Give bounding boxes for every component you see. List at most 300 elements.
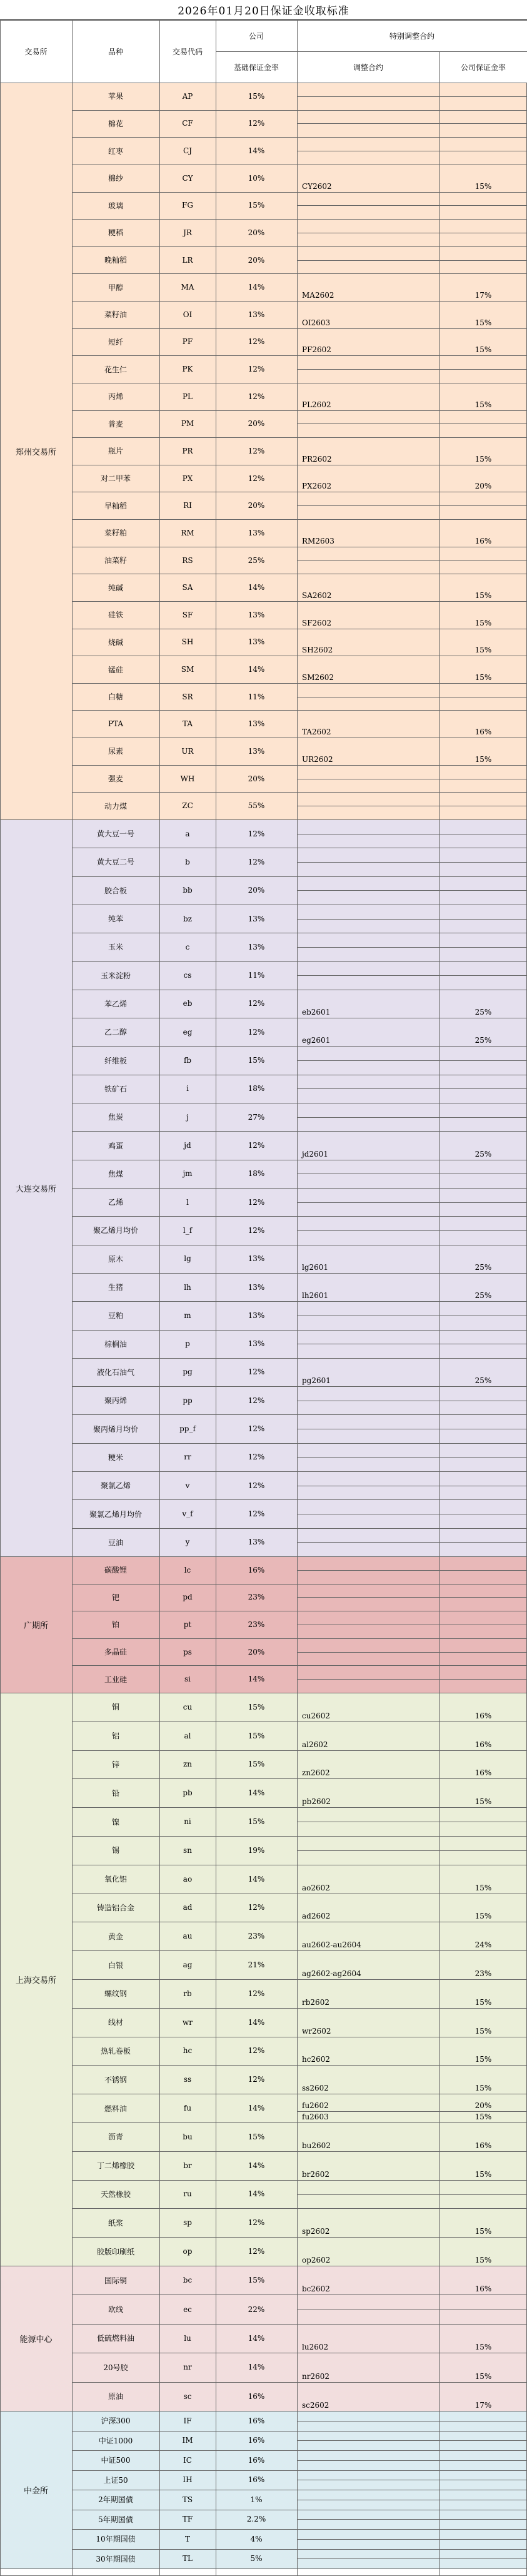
product-code: v_f xyxy=(182,1509,193,1519)
grid-line xyxy=(72,1638,527,1639)
company-margin-rate: 23% xyxy=(474,1969,492,1978)
product-code: cu xyxy=(183,1702,193,1711)
product-name: 聚丙烯 xyxy=(104,1396,127,1406)
product-code: nr xyxy=(183,2363,192,2372)
product-code: op xyxy=(183,2247,193,2256)
adjusted-contract: al2602 xyxy=(302,1740,328,1749)
base-margin-rate: 13% xyxy=(248,528,265,537)
company-margin-rate: 15% xyxy=(474,618,492,627)
base-margin-rate: 12% xyxy=(248,392,265,401)
base-margin-rate: 15% xyxy=(248,91,265,101)
base-margin-rate: 12% xyxy=(248,1396,265,1405)
product-code: T xyxy=(184,2534,190,2543)
grid-line xyxy=(72,301,527,302)
base-margin-rate: 14% xyxy=(248,283,265,292)
adjusted-contract: pg2601 xyxy=(302,1376,331,1386)
header-code: 交易代码 xyxy=(172,47,203,56)
product-code: eg xyxy=(183,1027,193,1037)
product-name: 丙烯 xyxy=(108,392,123,402)
adjusted-contract: hc2602 xyxy=(302,2055,330,2064)
product-code: wr xyxy=(182,2017,193,2027)
product-code: TA xyxy=(182,719,193,729)
product-name: 中证500 xyxy=(101,2456,131,2465)
product-name: 短纤 xyxy=(108,337,123,347)
base-margin-rate: 25% xyxy=(248,555,265,565)
grid-line xyxy=(159,20,160,83)
company-margin-rate: 15% xyxy=(474,2256,492,2264)
product-name: 中证1000 xyxy=(98,2436,133,2445)
grid-line xyxy=(72,1665,527,1666)
grid-line xyxy=(297,560,527,561)
grid-line xyxy=(297,1457,527,1458)
product-code: sp xyxy=(183,2218,192,2228)
product-name: 烧碱 xyxy=(108,637,123,647)
company-margin-rate: 15% xyxy=(474,672,492,682)
product-code: SH xyxy=(181,637,194,647)
exchange-name: 中金所 xyxy=(23,2486,48,2496)
grid-line xyxy=(72,2549,527,2550)
product-name: 锌 xyxy=(111,1760,119,1769)
grid-line xyxy=(72,2065,527,2066)
product-code: SM xyxy=(181,665,194,674)
adjusted-contract: lu2602 xyxy=(302,2343,329,2352)
grid-line xyxy=(0,83,1,2576)
base-margin-rate: 14% xyxy=(248,1874,265,1884)
company-margin-rate: 16% xyxy=(474,1768,492,1778)
product-code: y xyxy=(185,1538,190,1547)
product-name: 花生仁 xyxy=(104,365,127,374)
base-margin-rate: 16% xyxy=(248,2416,265,2425)
product-code: lg xyxy=(184,1254,191,1264)
product-name: 10年期国债 xyxy=(96,2535,136,2544)
grid-line xyxy=(72,20,73,83)
product-code: UR xyxy=(181,746,194,756)
company-margin-rate: 16% xyxy=(474,1711,492,1720)
base-margin-rate: 1% xyxy=(250,2495,263,2504)
grid-line xyxy=(72,1979,527,1980)
product-name: 国际铜 xyxy=(104,2276,127,2285)
grid-line xyxy=(72,1750,527,1751)
product-name: 30年期国债 xyxy=(96,2554,136,2563)
adjusted-contract: SF2602 xyxy=(302,618,332,627)
product-name: 沥青 xyxy=(108,2132,123,2142)
company-margin-rate: 15% xyxy=(474,1797,492,1807)
company-margin-rate: 15% xyxy=(474,2055,492,2064)
company-margin-rate: 20% xyxy=(474,482,492,491)
base-margin-rate: 2.2% xyxy=(246,2515,266,2524)
grid-line xyxy=(0,2568,527,2569)
adjusted-contract: bc2602 xyxy=(302,2284,330,2294)
base-margin-rate: 13% xyxy=(248,719,265,729)
base-margin-rate: 15% xyxy=(248,201,265,210)
base-margin-rate: 5% xyxy=(250,2554,263,2563)
product-code: IF xyxy=(183,2416,192,2425)
company-margin-rate: 25% xyxy=(474,1376,492,1386)
grid-line xyxy=(72,2324,527,2325)
grid-line xyxy=(72,961,527,962)
product-name: 上证50 xyxy=(103,2475,128,2485)
adjusted-contract: PX2602 xyxy=(302,482,332,491)
company-margin-rate: 15% xyxy=(474,591,492,600)
grid-line xyxy=(72,2529,527,2530)
product-name: 锡 xyxy=(111,1846,119,1855)
product-name: 棉纱 xyxy=(108,174,123,183)
base-margin-rate: 14% xyxy=(248,583,265,592)
product-name: 纸浆 xyxy=(108,2218,123,2228)
adjusted-contract: op2602 xyxy=(302,2256,331,2264)
product-name: 多晶硅 xyxy=(104,1648,127,1657)
base-margin-rate: 12% xyxy=(248,446,265,455)
grid-line xyxy=(72,2208,527,2209)
product-code: rr xyxy=(184,1453,191,1462)
base-margin-rate: 13% xyxy=(248,914,265,923)
grid-line xyxy=(72,710,527,711)
base-margin-rate: 13% xyxy=(248,1311,265,1320)
grid-line xyxy=(297,1117,527,1118)
product-code: bu xyxy=(183,2132,193,2141)
base-margin-rate: 13% xyxy=(248,1538,265,1547)
product-code: fb xyxy=(183,1056,192,1065)
exchange-name: 大连交易所 xyxy=(15,1184,56,1194)
grid-line xyxy=(0,20,527,21)
product-code: ao xyxy=(183,1874,193,1884)
base-margin-rate: 11% xyxy=(248,692,265,701)
product-name: 20号胶 xyxy=(103,2363,128,2372)
base-margin-rate: 12% xyxy=(248,1197,265,1207)
grid-line xyxy=(72,2180,527,2181)
product-code: IM xyxy=(182,2436,193,2445)
base-margin-rate: 16% xyxy=(248,2436,265,2445)
product-code: IC xyxy=(183,2455,192,2465)
product-name: 铸造铝合金 xyxy=(96,1903,134,1912)
product-name: 碳酸锂 xyxy=(104,1566,127,1575)
company-margin-rate: 17% xyxy=(474,2401,492,2410)
grid-line xyxy=(72,1188,527,1189)
product-name: 低硫燃料油 xyxy=(96,2334,134,2343)
base-margin-rate: 14% xyxy=(248,2189,265,2199)
product-name: 玉米淀粉 xyxy=(100,971,131,980)
base-margin-rate: 13% xyxy=(248,746,265,756)
base-margin-rate: 12% xyxy=(248,857,265,866)
product-code: jm xyxy=(183,1169,193,1179)
grid-line xyxy=(72,1273,527,1274)
adjusted-contract: RM2603 xyxy=(302,536,334,545)
product-code: PK xyxy=(182,365,193,374)
product-name: 瓶片 xyxy=(108,447,123,456)
product-code: pb xyxy=(183,1788,193,1798)
product-code: RM xyxy=(181,528,194,537)
adjusted-contract: br2602 xyxy=(302,2169,329,2179)
product-name: 焦煤 xyxy=(108,1169,123,1179)
product-code: lu xyxy=(184,2333,191,2343)
product-name: 纯苯 xyxy=(108,915,123,924)
grid-line xyxy=(72,219,527,220)
company-margin-rate: 15% xyxy=(474,2371,492,2381)
product-name: 聚丙烯月均价 xyxy=(93,1424,138,1434)
product-name: 原木 xyxy=(108,1254,123,1264)
product-name: 铝 xyxy=(111,1732,119,1741)
base-margin-rate: 12% xyxy=(248,365,265,374)
adjusted-contract: ao2602 xyxy=(302,1883,330,1892)
product-name: 铂 xyxy=(111,1620,119,1630)
product-name: 螺纹钢 xyxy=(104,1989,127,1999)
company-margin-rate: 17% xyxy=(474,291,492,300)
product-code: hc xyxy=(183,2046,193,2056)
grid-line xyxy=(72,683,527,684)
product-name: 铜 xyxy=(111,1703,119,1712)
product-name: 黄大豆二号 xyxy=(96,858,134,867)
adjusted-contract: sc2602 xyxy=(302,2401,329,2410)
product-name: 甲醇 xyxy=(108,283,123,292)
base-margin-rate: 14% xyxy=(248,1788,265,1798)
adjusted-contract: ag2602-ag2604 xyxy=(302,1969,361,1978)
product-code: al xyxy=(184,1731,191,1740)
grid-line xyxy=(297,1202,527,1203)
adjusted-contract: zn2602 xyxy=(302,1768,330,1778)
product-code: AP xyxy=(182,91,193,101)
base-margin-rate: 15% xyxy=(248,1731,265,1740)
base-margin-rate: 14% xyxy=(248,146,265,156)
product-code: i xyxy=(186,1084,189,1093)
exchange-name: 广期所 xyxy=(23,1621,48,1631)
grid-line xyxy=(72,1584,527,1585)
adjusted-contract: bu2602 xyxy=(302,2141,331,2150)
product-name: 生猪 xyxy=(108,1283,123,1292)
product-code: PL xyxy=(182,392,193,401)
grid-line xyxy=(297,1597,527,1598)
grid-line xyxy=(72,1499,527,1500)
grid-line xyxy=(297,123,527,124)
base-margin-rate: 12% xyxy=(248,1424,265,1434)
grid-line xyxy=(0,1556,527,1557)
grid-line xyxy=(72,437,527,438)
grid-line xyxy=(72,355,527,356)
product-name: 液化石油气 xyxy=(96,1367,134,1377)
base-margin-rate: 12% xyxy=(248,337,265,347)
base-margin-rate: 12% xyxy=(248,1509,265,1519)
base-margin-rate: 16% xyxy=(248,2475,265,2485)
product-name: 胶合板 xyxy=(104,886,127,895)
grid-line xyxy=(297,1060,527,1061)
product-name: 黄金 xyxy=(108,1932,123,1941)
grid-line xyxy=(297,1088,527,1089)
product-code: lh xyxy=(184,1282,191,1292)
grid-line xyxy=(72,192,527,193)
product-code: CF xyxy=(182,119,193,128)
product-name: 钯 xyxy=(111,1593,119,1602)
grid-line xyxy=(297,1652,527,1653)
product-name: 尿素 xyxy=(108,747,123,756)
grid-line xyxy=(297,975,527,976)
base-margin-rate: 12% xyxy=(248,2218,265,2228)
company-margin-rate: 15% xyxy=(474,2084,492,2093)
product-code: br xyxy=(183,2161,192,2170)
product-code: PF xyxy=(182,337,193,347)
base-margin-rate: 12% xyxy=(248,119,265,128)
product-name: 纤维板 xyxy=(104,1056,127,1065)
product-code: zn xyxy=(183,1760,193,1769)
product-code: au xyxy=(183,1932,193,1941)
grid-line xyxy=(72,1386,527,1387)
grid-line xyxy=(72,1778,527,1779)
base-margin-rate: 15% xyxy=(248,2276,265,2285)
header-base-rate: 基础保证金率 xyxy=(233,63,279,72)
product-code: JR xyxy=(183,228,192,237)
product-name: 燃料油 xyxy=(104,2104,127,2113)
base-margin-rate: 21% xyxy=(248,1960,265,1970)
product-name: 焦炭 xyxy=(108,1113,123,1122)
grid-line xyxy=(297,2519,527,2520)
product-name: 动力煤 xyxy=(104,801,127,811)
product-code: ru xyxy=(183,2189,192,2199)
product-name: 2年期国债 xyxy=(98,2495,133,2505)
base-margin-rate: 14% xyxy=(248,2363,265,2372)
company-margin-rate: 15% xyxy=(474,1997,492,2007)
product-name: 乙二醇 xyxy=(104,1028,127,1037)
grid-line xyxy=(297,2111,527,2112)
product-name: 纯碱 xyxy=(108,583,123,592)
adjusted-contract: UR2602 xyxy=(302,754,333,764)
product-code: pp xyxy=(183,1396,193,1405)
base-margin-rate: 23% xyxy=(248,1932,265,1941)
header-company: 公司 xyxy=(248,31,264,41)
company-margin-rate: 15% xyxy=(474,2112,492,2121)
product-name: 对二甲苯 xyxy=(100,474,131,484)
company-margin-rate: 25% xyxy=(474,1262,492,1272)
adjusted-contract: rb2602 xyxy=(302,1997,329,2007)
grid-line xyxy=(297,83,298,2576)
product-code: rb xyxy=(183,1989,192,1998)
grid-line xyxy=(72,328,527,329)
base-margin-rate: 15% xyxy=(248,1056,265,1065)
product-code: OI xyxy=(183,310,193,319)
adjusted-contract: SH2602 xyxy=(302,646,333,655)
base-margin-rate: 13% xyxy=(248,310,265,319)
adjusted-contract: fu2602 xyxy=(302,2101,329,2110)
grid-line xyxy=(72,1528,527,1529)
product-code: cs xyxy=(183,971,192,980)
product-name: 线材 xyxy=(108,2018,123,2027)
product-name: 玉米 xyxy=(108,943,123,952)
base-margin-rate: 13% xyxy=(248,637,265,647)
grid-line xyxy=(297,862,527,863)
base-margin-rate: 20% xyxy=(248,419,265,428)
grid-line xyxy=(297,20,298,83)
adjusted-contract: pb2602 xyxy=(302,1797,331,1807)
product-name: 聚氯乙烯月均价 xyxy=(89,1509,142,1519)
product-name: 豆粕 xyxy=(108,1311,123,1321)
product-name: 菜籽油 xyxy=(104,310,127,320)
product-code: SF xyxy=(182,610,193,619)
product-code: l_f xyxy=(183,1225,193,1235)
adjusted-contract: eg2601 xyxy=(302,1036,331,1045)
grid-line xyxy=(297,2558,527,2559)
base-margin-rate: 16% xyxy=(248,2391,265,2401)
company-margin-rate: 15% xyxy=(474,181,492,191)
product-code: pg xyxy=(183,1367,193,1377)
base-margin-rate: 13% xyxy=(248,1339,265,1349)
base-margin-rate: 20% xyxy=(248,1647,265,1656)
product-code: PX xyxy=(182,474,193,483)
product-name: 黄大豆一号 xyxy=(96,829,134,839)
base-margin-rate: 12% xyxy=(248,1989,265,1998)
product-code: FG xyxy=(182,201,193,210)
product-name: 棕榈油 xyxy=(104,1339,127,1349)
grid-line xyxy=(72,876,527,877)
product-name: 早籼稻 xyxy=(104,501,127,510)
product-name: 热轧卷板 xyxy=(100,2046,131,2056)
product-code: pp_f xyxy=(179,1424,196,1434)
product-code: fu xyxy=(183,2104,192,2113)
base-margin-rate: 18% xyxy=(248,1084,265,1093)
product-code: ps xyxy=(183,1647,192,1656)
product-code: ec xyxy=(183,2305,192,2314)
header-company-rate: 公司保证金率 xyxy=(460,63,506,72)
grid-line xyxy=(72,137,527,138)
grid-line xyxy=(297,947,527,948)
product-name: 油菜籽 xyxy=(104,556,127,565)
company-margin-rate: 15% xyxy=(474,400,492,409)
base-margin-rate: 15% xyxy=(248,1760,265,1769)
base-margin-rate: 12% xyxy=(248,829,265,838)
product-name: 菜籽粕 xyxy=(104,529,127,538)
company-margin-rate: 20% xyxy=(474,2101,492,2110)
product-name: 铁矿石 xyxy=(104,1084,127,1093)
base-margin-rate: 12% xyxy=(248,1453,265,1462)
company-margin-rate: 15% xyxy=(474,1883,492,1892)
company-margin-rate: 16% xyxy=(474,1740,492,1749)
product-code: ni xyxy=(184,1817,191,1827)
company-margin-rate: 16% xyxy=(474,536,492,545)
product-name: 氧化铝 xyxy=(104,1875,127,1884)
base-margin-rate: 16% xyxy=(248,1565,265,1575)
product-code: c xyxy=(185,942,190,951)
product-name: 5年期国债 xyxy=(98,2515,133,2524)
base-margin-rate: 16% xyxy=(248,2455,265,2465)
grid-line xyxy=(72,765,527,766)
product-name: 粳稻 xyxy=(108,228,123,238)
product-code: CY xyxy=(182,173,193,183)
grid-line xyxy=(72,1131,527,1132)
company-margin-rate: 15% xyxy=(474,2227,492,2236)
base-margin-rate: 12% xyxy=(248,1481,265,1490)
base-margin-rate: 12% xyxy=(248,1141,265,1150)
grid-line xyxy=(297,1570,527,1571)
grid-line xyxy=(297,2194,527,2195)
product-code: ad xyxy=(183,1903,193,1912)
product-code: SR xyxy=(182,692,193,701)
grid-line xyxy=(297,919,527,920)
grid-line xyxy=(72,1216,527,1217)
product-name: 乙烯 xyxy=(108,1198,123,1207)
grid-line xyxy=(72,601,527,602)
product-name: 丁二烯橡胶 xyxy=(96,2161,134,2171)
base-margin-rate: 20% xyxy=(248,228,265,237)
exchange-name: 能源中心 xyxy=(19,2335,53,2345)
base-margin-rate: 27% xyxy=(248,1112,265,1122)
header-special-adjust: 特别调整合约 xyxy=(389,31,434,41)
company-margin-rate: 15% xyxy=(474,754,492,764)
product-code: p xyxy=(185,1339,190,1349)
grid-line xyxy=(439,83,440,2576)
product-code: m xyxy=(184,1311,191,1320)
grid-line xyxy=(297,1850,527,1851)
product-code: MA xyxy=(181,283,194,292)
product-name: 不锈钢 xyxy=(104,2075,127,2084)
product-code: j xyxy=(186,1112,189,1122)
product-name: 白银 xyxy=(108,1960,123,1970)
product-code: eb xyxy=(183,999,193,1008)
